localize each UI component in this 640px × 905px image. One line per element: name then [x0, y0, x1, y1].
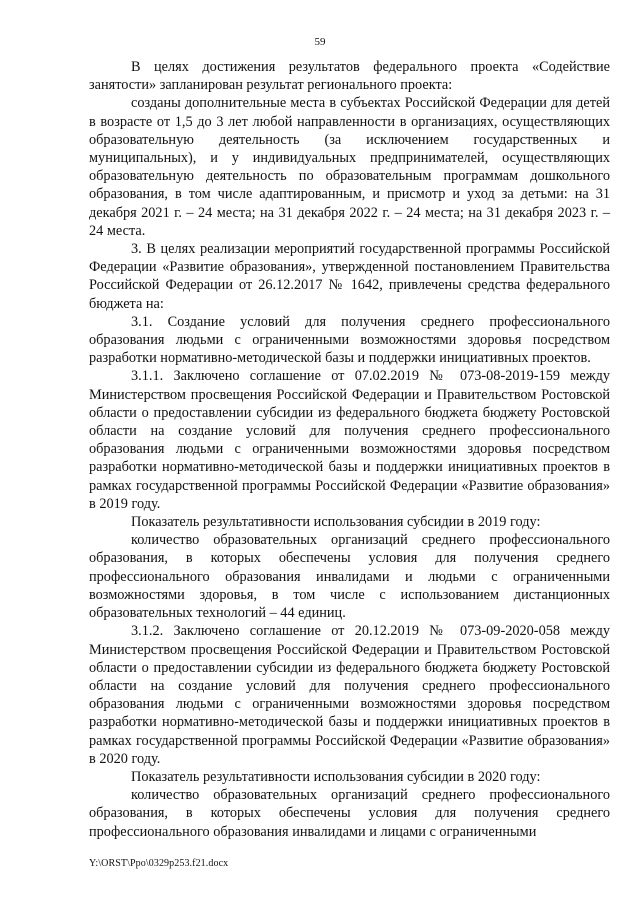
paragraph-indicator-2020: Показатель результативности использования субсидии в 2020 году:	[131, 768, 541, 785]
paragraph-indicator-2019: Показатель результативности использования субсидии в 2019 году:	[131, 514, 541, 531]
paragraph-section-3-1-2: 3.1.2. Заключено соглашение от 20.12.2019 № 073-09-2020-058 между Министерством просвещения Российской Федерации и Правительством Ростовской области о предоставлении субсидии из федерального бюджета бюджету Ростовской области на создание условий для получения среднего профессионального образования людьми с ограниченными возможностями здоровья посредством разработки нормативно-методической базы и поддержки инициативных проектов в рамках государственной программы Российской Федерации «Развитие образования» в 2020 году.	[89, 623, 610, 767]
paragraph-count-2020: количество образовательных организаций среднего профессионального образования, в которых обеспечены условия для получения среднего профессионального образования инвалидами и лицами с ограниченными	[89, 787, 610, 840]
paragraph-additional-places: созданы дополнительные места в субъектах Российской Федерации для детей в возрасте от 1,5 до 3 лет любой направленности в организациях, осуществляющих образовательную деятельность (за исключением государственных и муниципальных), и у индивидуальных предпринимателей, осуществляющих образовательную деятельность по образовательным программам дошкольного образования, в том числе адаптированным, и присмотр и уход за детьми: на 31 декабря 2021 г. – 24 места; на 31 декабря 2022 г. – 24 места; на 31 декабря 2023 г. – 24 места.	[89, 95, 610, 239]
footer-file-path: Y:\ORST\Ppo\0329p253.f21.docx	[89, 858, 229, 869]
paragraph-section-3-1: 3.1. Создание условий для получения среднего профессионального образования людьми с ограниченными возможностями здоровья посредством разработки нормативно-методической базы и поддержки инициативных проектов.	[89, 313, 610, 367]
paragraph-count-2019: количество образовательных организаций среднего профессионального образования, в которых обеспечены условия для получения среднего профессионального образования инвалидами и людьми с ограниченными возможностями здоровья, в том числе с использованием дистанционных образовательных технологий – 44 единиц.	[89, 532, 610, 622]
paragraph-federal-project: В целях достижения результатов федерального проекта «Содействие занятости» запланирован результат регионального проекта:	[89, 59, 610, 94]
page-number: 59	[314, 36, 326, 48]
paragraph-section-3-1-1: 3.1.1. Заключено соглашение от 07.02.2019 № 073-08-2019-159 между Министерством просвещения Российской Федерации и Правительством Ростовской области о предоставлении субсидии из федерального бюджета бюджету Ростовской области на создание условий для получения среднего профессионального образования людьми с ограниченными возможностями здоровья посредством разработки нормативно-методической базы и поддержки инициативных проектов в рамках государственной программы Российской Федерации «Развитие образования» в 2019 году.	[89, 368, 610, 512]
document-body	[89, 58, 610, 841]
paragraph-section-3: 3. В целях реализации мероприятий государственной программы Российской Федерации «Развитие образования», утвержденной постановлением Правительства Российской Федерации от 26.12.2017 № 1642, привлечены средства федерального бюджета на:	[89, 241, 610, 312]
